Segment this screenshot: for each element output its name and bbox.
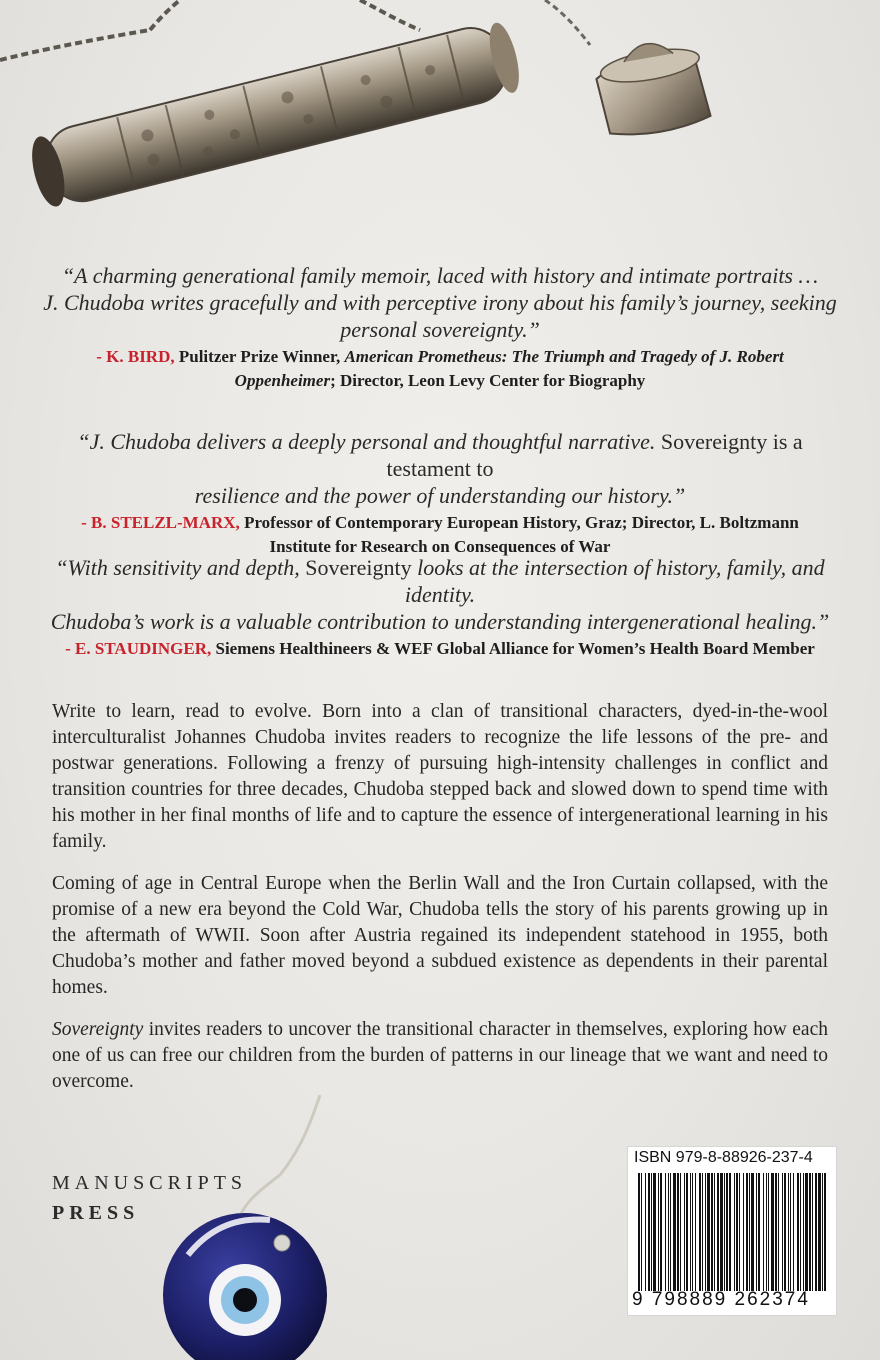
- quote-attribution: - E. STAUDINGER, Siemens Healthineers & WEF Global Alliance for Women’s Health Board Member: [65, 639, 815, 658]
- barcode-bar: [726, 1173, 728, 1291]
- barcode-bar: [724, 1173, 725, 1291]
- barcode-bar: [788, 1173, 789, 1291]
- barcode-bar: [797, 1173, 799, 1291]
- quote-text: “With sensitivity and depth, Sovereignty looks at the intersection of history, family, and identity. Chudoba’s work is a valuable contribution to understanding intergenerational healing.”: [50, 555, 830, 634]
- barcode-bar: [790, 1173, 791, 1291]
- barcode-bar: [734, 1173, 735, 1291]
- barcode-bar: [815, 1173, 817, 1291]
- barcode-bar: [743, 1173, 744, 1291]
- barcode-bar: [758, 1173, 760, 1291]
- barcode-bar: [638, 1173, 640, 1291]
- barcode-bar: [784, 1173, 786, 1291]
- barcode-bar: [778, 1173, 779, 1291]
- isbn-label: ISBN 979-8-88926-237-4: [634, 1149, 813, 1166]
- barcode-bar: [818, 1173, 821, 1291]
- barcode-bar: [739, 1173, 740, 1291]
- barcode-bar: [803, 1173, 804, 1291]
- barcode-bar: [684, 1173, 685, 1291]
- barcode-bar: [641, 1173, 642, 1291]
- description-paragraph: Sovereignty invites readers to uncover the transitional character in themselves, exploring how each one of us can free our children from the burden of patterns in our lineage that we want and need to overcome.: [52, 1019, 828, 1092]
- publisher-line-1: MANUSCRIPTS: [52, 1172, 248, 1194]
- barcode-bar: [729, 1173, 731, 1291]
- barcode-bar: [793, 1173, 794, 1291]
- barcode-bar: [749, 1173, 750, 1291]
- barcode-bar: [775, 1173, 777, 1291]
- barcode-bar: [705, 1173, 706, 1291]
- barcode-bar: [736, 1173, 738, 1291]
- barcode-bar: [668, 1173, 669, 1291]
- barcode-bar: [751, 1173, 754, 1291]
- quote-text: “A charming generational family memoir, laced with history and intimate portraits … J. Chudoba writes gracefully and with perceptive irony about his family’s journey, seeking personal sovereignty.”: [43, 263, 837, 342]
- barcode-bar: [717, 1173, 719, 1291]
- barcode-digits: 9 798889 262374: [632, 1289, 810, 1310]
- barcode-bar: [645, 1173, 646, 1291]
- barcode-bar: [673, 1173, 676, 1291]
- attribution-name: - B. STELZL-MARX,: [81, 513, 240, 532]
- description-paragraph: Write to learn, read to evolve. Born into a clan of transitional characters, dyed-in-the-wool interculturalist Johannes Chudoba invites readers to recognize the life lessons of the pre- and postwar generations. Following a frenzy of pursuing high-intensity challenges in conflict and transition countries for three decades, Chudoba stepped back and slowed down to spend time with his mother in her final months of life and to capture the essence of intergenerational learning in his family.: [52, 701, 828, 852]
- silver-amulet-image: [0, 0, 880, 220]
- book-description: [52, 699, 828, 1111]
- barcode-bar: [686, 1173, 688, 1291]
- barcode-bar: [690, 1173, 691, 1291]
- quote-bird: [40, 262, 840, 393]
- barcode-bar: [720, 1173, 723, 1291]
- barcode-bar: [653, 1173, 656, 1291]
- barcode-bar: [768, 1173, 769, 1291]
- barcode-bar: [714, 1173, 715, 1291]
- barcode-bar: [766, 1173, 767, 1291]
- barcode-bar: [746, 1173, 748, 1291]
- barcode-bar: [695, 1173, 696, 1291]
- barcode-bar: [763, 1173, 764, 1291]
- barcode-bar: [670, 1173, 671, 1291]
- barcode-bar: [707, 1173, 710, 1291]
- quote-attribution: - K. BIRD, Pulitzer Prize Winner, American Prometheus: The Triumph and Tragedy of J. Robert Oppenheimer; Director, Leon Levy Center for Biography: [96, 347, 784, 390]
- barcode-bar: [648, 1173, 650, 1291]
- evil-eye-bead-image: [150, 1095, 370, 1360]
- attribution-name: - K. BIRD,: [96, 347, 175, 366]
- barcode-bar: [756, 1173, 757, 1291]
- description-paragraph: Coming of age in Central Europe when the Berlin Wall and the Iron Curtain collapsed, with the promise of a new era beyond the Cold War, Chudoba tells the story of his parents growing up in the aftermath of WWII. Soon after Austria regained its independent statehood in 1955, both Chudoba’s mother and father moved beyond a subdued existence as dependents in their parental homes.: [52, 873, 828, 998]
- quote-text: “J. Chudoba delivers a deeply personal and thoughtful narrative. Sovereignty is a testament to resilience and the power of understanding our history.”: [77, 429, 803, 508]
- barcode-bar: [660, 1173, 662, 1291]
- barcode-bar: [680, 1173, 681, 1291]
- barcode-bar: [692, 1173, 693, 1291]
- barcode-bar: [812, 1173, 813, 1291]
- barcode-bar: [699, 1173, 701, 1291]
- quote-stelzl-marx: [40, 428, 840, 559]
- barcode-bar: [800, 1173, 801, 1291]
- barcode-bar: [651, 1173, 652, 1291]
- barcode-bar: [782, 1173, 783, 1291]
- isbn-barcode: [627, 1146, 837, 1316]
- barcode-bar: [658, 1173, 659, 1291]
- quote-attribution: - B. STELZL-MARX, Professor of Contemporary European History, Graz; Director, L. Boltzmann Institute for Research on Consequences of War: [81, 513, 799, 556]
- barcode-bars: [636, 1173, 828, 1291]
- attribution-name: - E. STAUDINGER,: [65, 639, 212, 658]
- publisher-line-2: PRESS: [52, 1202, 140, 1224]
- barcode-bar: [771, 1173, 774, 1291]
- barcode-bar: [702, 1173, 703, 1291]
- barcode-bar: [805, 1173, 808, 1291]
- barcode-bar: [809, 1173, 811, 1291]
- barcode-bar: [677, 1173, 679, 1291]
- barcode-bar: [665, 1173, 666, 1291]
- barcode-bar: [822, 1173, 823, 1291]
- quote-staudinger: [40, 554, 840, 661]
- barcode-bar: [711, 1173, 713, 1291]
- barcode-bar: [824, 1173, 826, 1291]
